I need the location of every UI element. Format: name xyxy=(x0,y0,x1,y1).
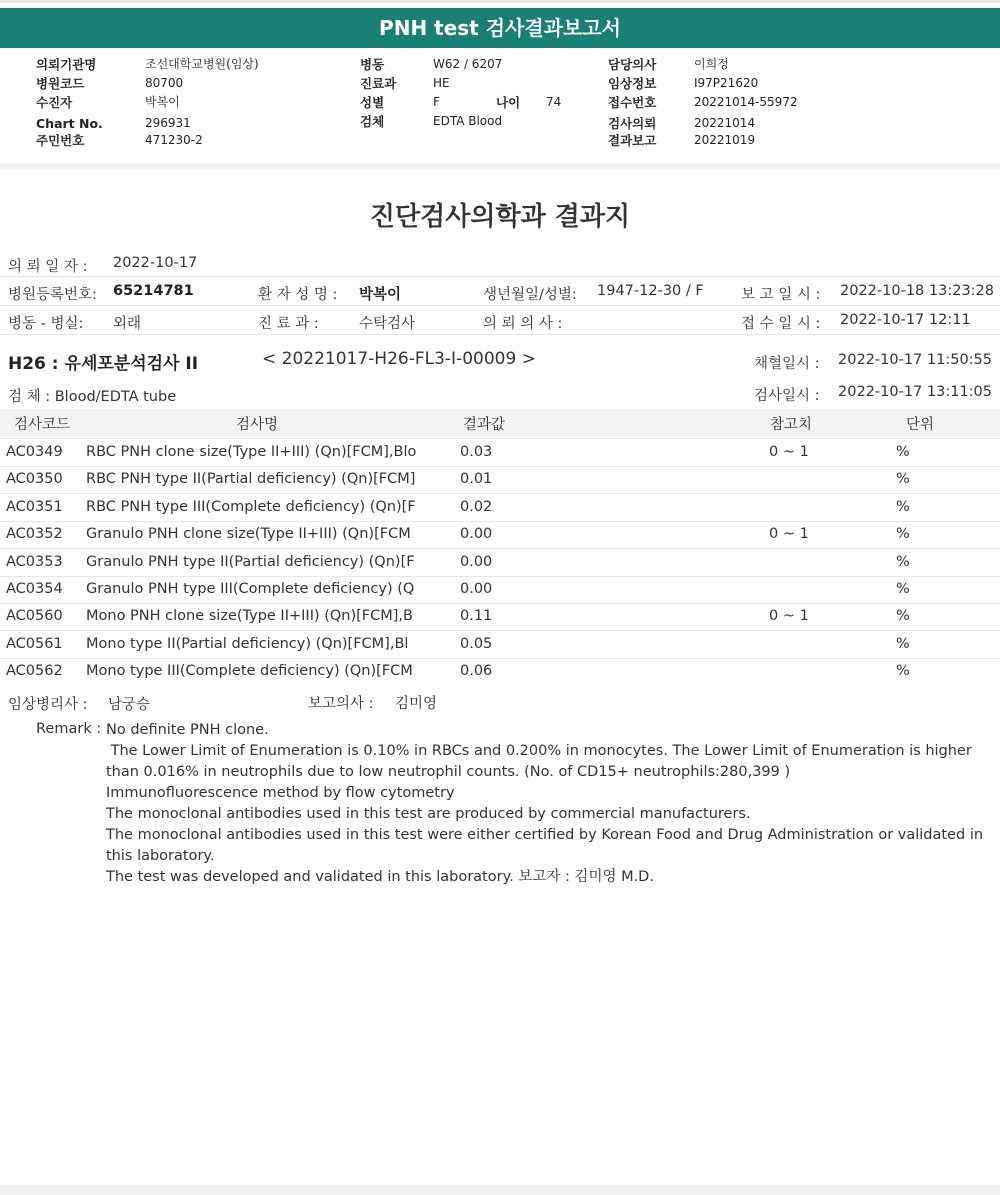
patient-name-value: 박복이 xyxy=(359,287,402,303)
reg-no-label: 병원등록번호: xyxy=(8,287,97,303)
chart-no-value: 296931 xyxy=(145,116,191,130)
pathologist-value: 남궁승 xyxy=(108,697,151,713)
receipt-time-label: 접 수 일 시 : xyxy=(741,316,821,332)
row-value: 0.02 xyxy=(460,499,493,515)
row-unit: % xyxy=(896,499,910,515)
chart-no-label: Chart No. xyxy=(36,116,103,131)
pathologist-label: 임상병리사 : xyxy=(8,697,88,713)
table-header xyxy=(0,409,1000,437)
collect-time-label: 채혈일시 : xyxy=(754,356,820,372)
row-code: AC0349 xyxy=(6,444,63,460)
row-name: Mono PNH clone size(Type II+III) (Qn)[FCM],B xyxy=(86,608,413,624)
patient-label: 수진자 xyxy=(36,95,73,110)
row-ref: 0 ~ 1 xyxy=(769,526,809,542)
row-divider xyxy=(0,658,1000,659)
row-value: 0.05 xyxy=(460,636,493,652)
table-row xyxy=(0,581,1000,603)
reg-no-value: 65214781 xyxy=(113,283,194,299)
row-name: Granulo PNH clone size(Type II+III) (Qn)[FCM xyxy=(86,526,411,542)
row-code: AC0351 xyxy=(6,499,63,515)
row-value: 0.00 xyxy=(460,581,493,597)
result-date-label: 결과보고 xyxy=(608,133,657,148)
row-name: Mono type III(Complete deficiency) (Qn)[FCM xyxy=(86,663,413,679)
report-title: 진단검사의학과 결과지 xyxy=(369,202,631,232)
row-unit: % xyxy=(896,581,910,597)
row-unit: % xyxy=(896,663,910,679)
report-banner-title: PNH test 검사결과보고서 xyxy=(0,8,1000,48)
row-value: 0.01 xyxy=(460,471,493,487)
patient-name-label: 환 자 성 명 : xyxy=(258,287,338,303)
row-ref: 0 ~ 1 xyxy=(769,608,809,624)
remark-line: The Lower Limit of Enumeration is 0.10% in RBCs and 0.200% in monocytes. The Lower Limit of Enumeration is higher than 0.016% in neutrophils due to low neutrophil counts. (No. of CD15+ neutrophils:280,399 ) xyxy=(106,743,977,780)
row-unit: % xyxy=(896,471,910,487)
row-value: 0.03 xyxy=(460,444,493,460)
header-ref: 참고치 xyxy=(770,417,813,433)
row-code: AC0560 xyxy=(6,608,63,624)
row-code: AC0353 xyxy=(6,554,63,570)
ward-label: 병동 xyxy=(360,57,385,72)
resident-no-value: 471230-2 xyxy=(145,133,203,147)
row-unit: % xyxy=(896,608,910,624)
header-code: 검사코드 xyxy=(14,417,71,433)
dob-sex-label: 생년월일/성별: xyxy=(483,287,577,303)
patient-value: 박복이 xyxy=(145,95,180,109)
req-doctor-label: 의 뢰 의 사 : xyxy=(483,316,563,332)
clinical-info-value: I97P21620 xyxy=(694,76,759,90)
row-divider xyxy=(0,466,1000,467)
receipt-time-value: 2022-10-17 12:11 xyxy=(840,312,971,328)
exam-id: < 20221017-H26-FL3-I-00009 > xyxy=(262,349,536,369)
row-divider xyxy=(0,438,1000,439)
request-date-value: 20221014 xyxy=(694,116,756,130)
clinic-dept-label: 진 료 과 : xyxy=(258,316,319,332)
report-time-label: 보 고 일 시 : xyxy=(741,287,821,303)
dept-value: HE xyxy=(433,76,450,90)
collect-time-value: 2022-10-17 11:50:55 xyxy=(838,352,992,368)
header-value: 결과값 xyxy=(463,417,506,433)
row-code: AC0350 xyxy=(6,471,63,487)
report-time-value: 2022-10-18 13:23:28 xyxy=(840,283,994,299)
row-code: AC0561 xyxy=(6,636,63,652)
remark-body xyxy=(106,720,986,888)
row-ref: 0 ~ 1 xyxy=(769,444,809,460)
top-border xyxy=(0,0,1000,3)
divider xyxy=(0,305,1000,306)
row-code: AC0352 xyxy=(6,526,63,542)
dept-label: 진료과 xyxy=(360,76,397,91)
row-unit: % xyxy=(896,526,910,542)
row-unit: % xyxy=(896,444,910,460)
doctor-label: 담당의사 xyxy=(608,57,657,72)
row-code: AC0354 xyxy=(6,581,63,597)
table-row xyxy=(0,499,1000,521)
specimen-value: EDTA Blood xyxy=(433,114,503,128)
receipt-no-label: 접수번호 xyxy=(608,95,657,110)
ward-value: W62 / 6207 xyxy=(433,57,503,71)
hospital-name-label: 의뢰기관명 xyxy=(36,57,97,72)
ward-room-label: 병동 - 병실: xyxy=(8,316,84,332)
hospital-code-value: 80700 xyxy=(145,76,184,90)
specimen-info: 검 체 : Blood/EDTA tube xyxy=(8,389,177,405)
ward-room-value: 외래 xyxy=(113,316,142,332)
age-label: 나이 xyxy=(496,95,521,110)
row-value: 0.00 xyxy=(460,554,493,570)
table-row xyxy=(0,663,1000,685)
exam-title: H26 : 유세포분석검사 II xyxy=(8,354,199,374)
sex-value: F xyxy=(433,95,440,109)
reporting-doctor-label: 보고의사 : xyxy=(308,696,374,712)
table-row xyxy=(0,608,1000,630)
row-divider xyxy=(0,576,1000,577)
row-name: RBC PNH type II(Partial deficiency) (Qn)[FCM] xyxy=(86,471,416,487)
remark-line: The test was developed and validated in this laboratory. 보고자 : 김미영 M.D. xyxy=(106,869,654,885)
doctor-value: 이희정 xyxy=(694,57,729,71)
test-time-value: 2022-10-17 13:11:05 xyxy=(838,384,992,400)
bottom-border xyxy=(0,1185,1000,1195)
table-row xyxy=(0,526,1000,548)
hospital-name-value: 조선대학교병원(임상) xyxy=(145,57,259,71)
row-divider xyxy=(0,521,1000,522)
sex-label: 성별 xyxy=(360,95,385,110)
table-row xyxy=(0,471,1000,493)
clinic-dept-value: 수탁검사 xyxy=(359,316,416,332)
row-name: Mono type II(Partial deficiency) (Qn)[FCM],Bl xyxy=(86,636,409,652)
header-separator xyxy=(0,163,1000,169)
table-row xyxy=(0,444,1000,466)
remark-line: The monoclonal antibodies used in this test are produced by commercial manufacturers. xyxy=(106,806,751,822)
row-divider xyxy=(0,603,1000,604)
request-date-value: 2022-10-17 xyxy=(113,255,198,271)
hospital-code-label: 병원코드 xyxy=(36,76,85,91)
row-divider xyxy=(0,548,1000,549)
row-name: Granulo PNH type III(Complete deficiency) (Q xyxy=(86,581,415,597)
table-row xyxy=(0,636,1000,658)
age-value: 74 xyxy=(546,95,562,109)
table-row xyxy=(0,554,1000,576)
request-date-label: 검사의뢰 xyxy=(608,116,657,131)
header-unit: 단위 xyxy=(906,417,935,433)
test-time-label: 검사일시 : xyxy=(754,388,820,404)
row-divider xyxy=(0,493,1000,494)
row-name: RBC PNH type III(Complete deficiency) (Qn)[F xyxy=(86,499,416,515)
remark-line: Immunofluorescence method by flow cytometry xyxy=(106,785,455,801)
divider xyxy=(0,276,1000,277)
divider xyxy=(0,334,1000,335)
remark-line: No definite PNH clone. xyxy=(106,722,269,738)
clinical-info-label: 임상정보 xyxy=(608,76,657,91)
row-value: 0.11 xyxy=(460,608,493,624)
row-divider xyxy=(0,630,1000,631)
dob-sex-value: 1947-12-30 / F xyxy=(597,283,704,299)
row-name: Granulo PNH type II(Partial deficiency) (Qn)[F xyxy=(86,554,415,570)
row-unit: % xyxy=(896,636,910,652)
header-name: 검사명 xyxy=(236,417,279,433)
remark-label: Remark : xyxy=(36,721,102,737)
row-code: AC0562 xyxy=(6,663,63,679)
row-unit: % xyxy=(896,554,910,570)
receipt-no-value: 20221014-55972 xyxy=(694,95,798,109)
row-value: 0.06 xyxy=(460,663,493,679)
result-date-value: 20221019 xyxy=(694,133,756,147)
reporting-doctor-value: 김미영 xyxy=(395,696,438,712)
row-value: 0.00 xyxy=(460,526,493,542)
specimen-label: 검체 xyxy=(360,114,385,129)
remark-line: The monoclonal antibodies used in this test were either certified by Korean Food and Drug Administration or validated in this laboratory. xyxy=(106,827,984,864)
resident-no-label: 주민번호 xyxy=(36,133,85,148)
request-date-label: 의 뢰 일 자 : xyxy=(8,259,88,275)
row-name: RBC PNH clone size(Type II+III) (Qn)[FCM],Blo xyxy=(86,444,416,460)
